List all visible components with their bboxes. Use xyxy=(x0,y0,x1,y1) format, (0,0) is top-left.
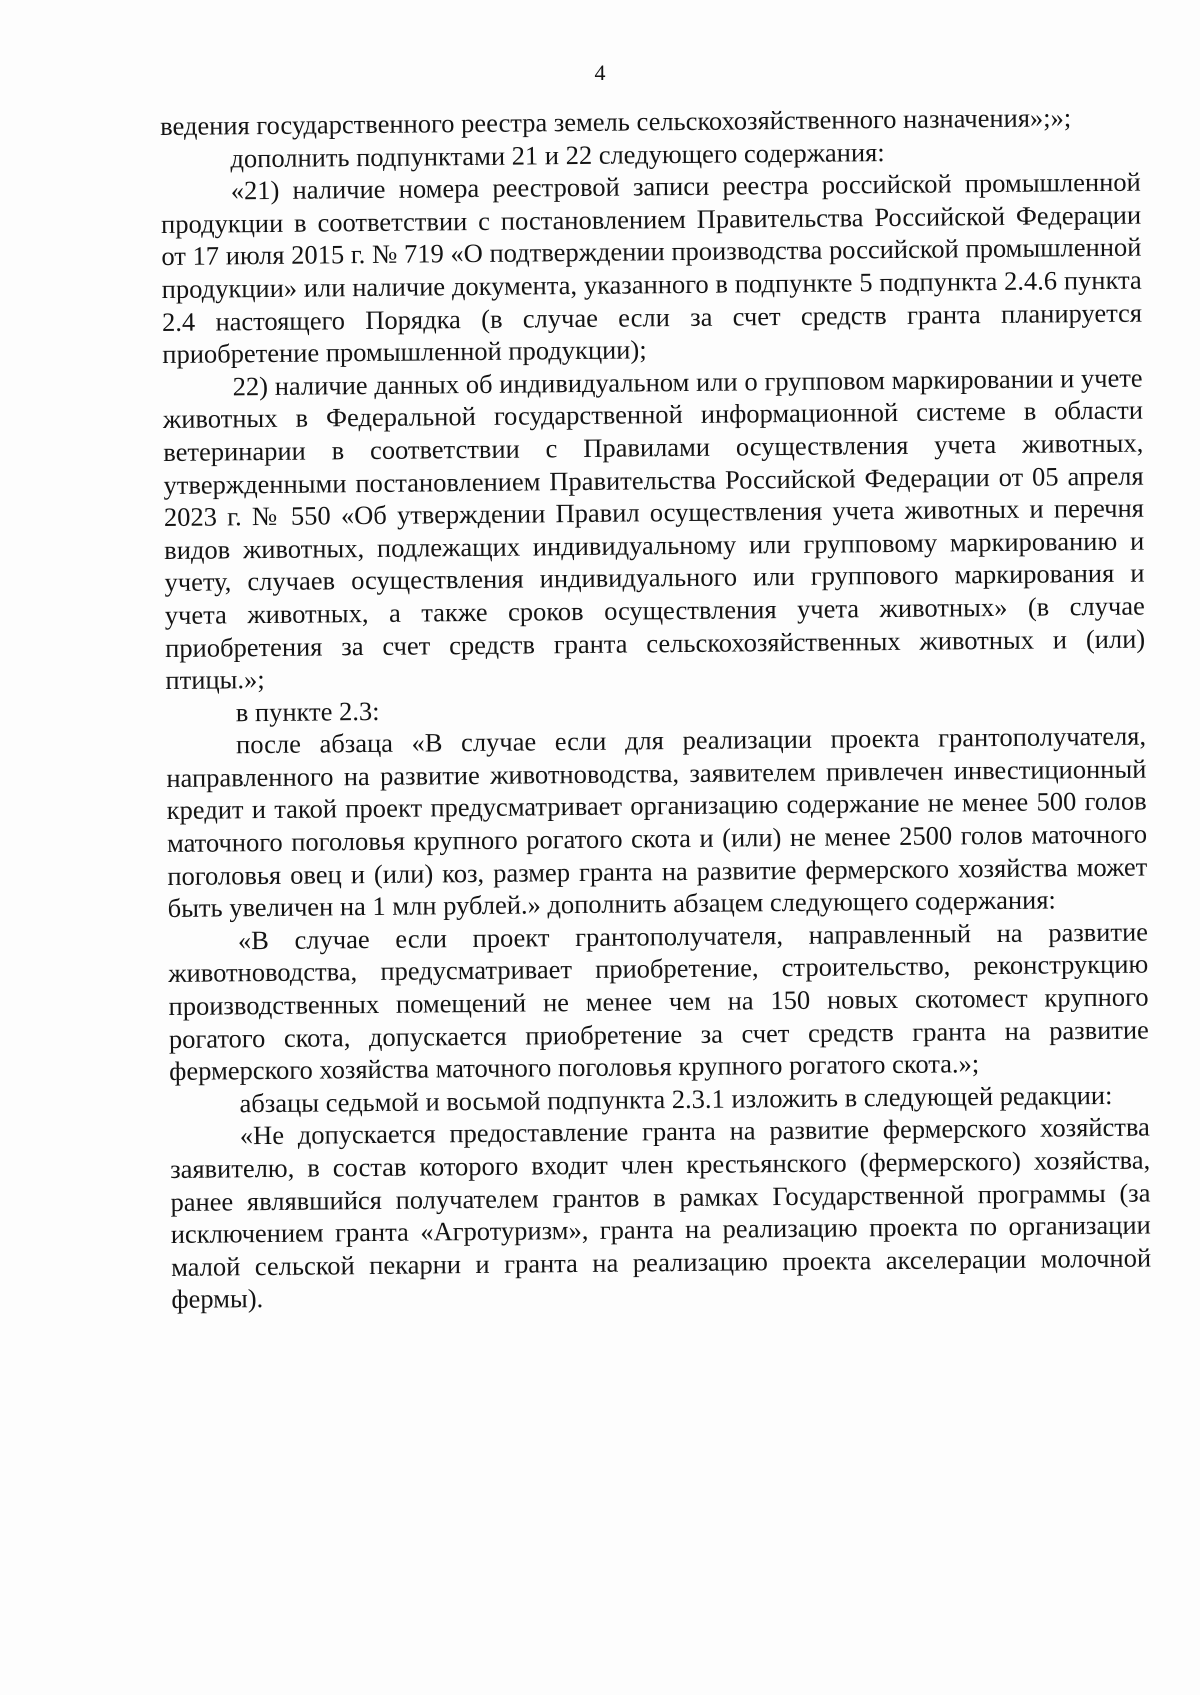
paragraph-new-abzac: «В случае если проект грантополучателя, направленный на развитие животноводства, предусматривает приобретение, строительство, реконструкцию производственных помещений не менее чем на 150 новых скотомест крупного рогатого скота, допускается приобретение за счет средств гранта на развитие фермерского хозяйства маточного поголовья крупного рогатого скота.»; xyxy=(168,916,1150,1087)
paragraph-subpoint-2-3-1: абзацы седьмой и восьмой подпункта 2.3.1 изложить в следующей редакции: xyxy=(239,1079,1113,1119)
paragraph-continuation: ведения государственного реестра земель сельскохозяйственного назначения»;»; xyxy=(160,102,1072,141)
paragraph-subpoint-22: 22) наличие данных об индивидуальном или о групповом маркировании и учете животных в Федеральной государственной информационной системе в области ветеринарии в соответствии с Правилами осуществления учета животных, утвержденными постановлением Правительства Российской Федерации от 05 апреля 2023 г. № 550 «Об утверждении Правил осуществления учета животных и перечня видов животных, подлежащих индивидуальному или групповому маркированию и учету, случаев осуществления индивидуального или группового маркирования и учета животных, а также сроков осуществления учета животных» (в случае приобретения за счет средств гранта сельскохозяйственных животных и (или) птицы.»; xyxy=(162,362,1146,696)
paragraph-after-abzac: после абзаца «В случае если для реализации проекта грантополучателя, направленного на развитие животноводства, заявителем привлечен инвестиционный кредит и такой проект предусматривает организацию содержание не менее 500 голов маточного поголовья крупного рогатого скота и (или) не менее 2500 голов маточного поголовья овец и (или) коз, размер гранта на развитие фермерского хозяйства может быть увеличен на 1 млн рублей.» дополнить абзацем следующего содержания: xyxy=(166,720,1148,924)
document-body xyxy=(160,101,1152,1316)
paragraph-new-redaction: «Не допускается предоставление гранта на развитие фермерского хозяйства заявителю, в состав которого входит член крестьянского (фермерского) хозяйства, ранее являвшийся получателем грантов в рамках Государственной программы (за исключением гранта «Агротуризм», гранта на реализацию проекта по организации малой сельской пекарни и гранта на реализацию проекта акселерации молочной фермы). xyxy=(170,1111,1152,1315)
paragraph-point-2-3: в пункте 2.3: xyxy=(235,695,380,727)
paragraph-subpoint-21: «21) наличие номера реестровой записи реестра российской промышленной продукции в соответствии с постановлением Правительства Российской Федерации от 17 июля 2015 г. № 719 «О подтверждении производства российской промышленной продукции» или наличие документа, указанного в подпункте 5 подпункта 2.4.6 пункта 2.4 настоящего Порядка (в случае если за счет средств гранта планируется приобретение промышленной продукции); xyxy=(160,166,1143,370)
page-number: 4 xyxy=(594,60,606,85)
paragraph-amendment-intro: дополнить подпунктами 21 и 22 следующего содержания: xyxy=(230,136,885,173)
